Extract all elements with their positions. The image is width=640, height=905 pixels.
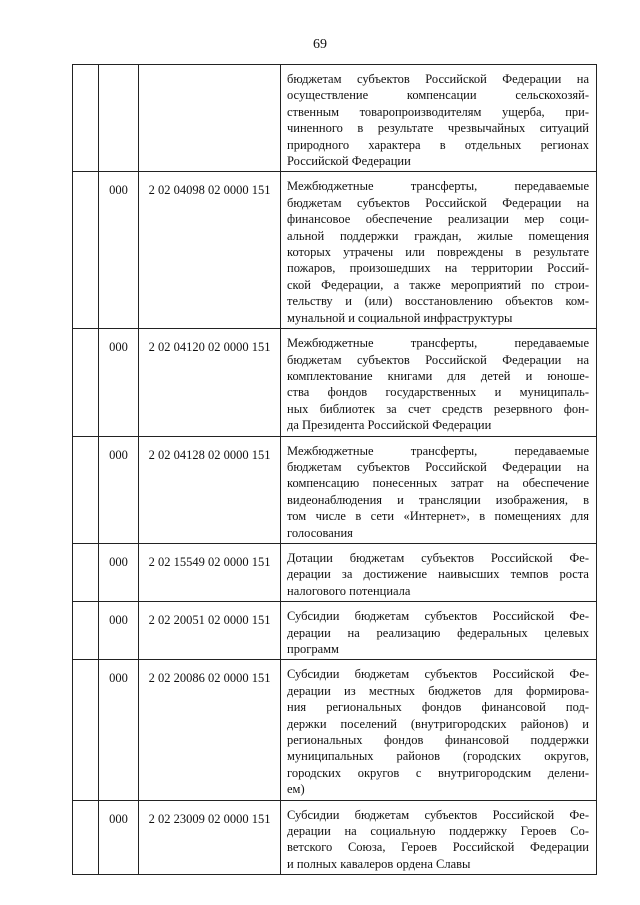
description-line: городских округов с внутригородским делени- [287, 765, 589, 780]
description-line: Субсидии бюджетам субъектов Российской Фе- [287, 807, 589, 822]
table-row [73, 172, 597, 329]
description-line: финансовое обеспечение реализации мер соци- [287, 212, 589, 227]
description-line: налогового потенциала [287, 583, 411, 598]
description-cell [281, 543, 597, 601]
table-row [73, 543, 597, 601]
description-cell [281, 329, 597, 436]
description-cell [281, 65, 597, 172]
description-line: ния региональных фондов финансовой под- [287, 700, 589, 715]
margin-cell [73, 543, 99, 601]
description-line: бюджетам субъектов Российской Федерации на [287, 459, 589, 474]
margin-cell [73, 800, 99, 875]
description-line: альной поддержки граждан, жилые помещения [287, 228, 589, 243]
description-line: Дотации бюджетам субъектов Российской Фе- [287, 550, 589, 565]
admin-code-cell: 000 [99, 660, 139, 800]
description-line: дерации на реализацию федеральных целевых [287, 625, 589, 640]
admin-code-cell: 000 [99, 543, 139, 601]
description-line: голосования [287, 525, 353, 540]
description-line: дерации из местных бюджетов для формирова- [287, 683, 589, 698]
admin-code-cell: 000 [99, 800, 139, 875]
description-line: видеонаблюдения и трансляции изображения, в [287, 492, 589, 507]
budget-code-cell [139, 65, 281, 172]
description-line: ской Федерации, а также мероприятий по строи- [287, 277, 589, 292]
budget-code-cell: 2 02 04120 02 0000 151 [139, 329, 281, 436]
description-cell [281, 172, 597, 329]
table-body [73, 65, 597, 875]
admin-code-cell: 000 [99, 172, 139, 329]
description-line: бюджетам субъектов Российской Федерации на [287, 352, 589, 367]
description-line: Российской Федерации [287, 154, 411, 169]
description-line: бюджетам субъектов Российской Федерации на [287, 195, 589, 210]
description-line: да Президента Российской Федерации [287, 418, 492, 433]
admin-code-cell: 000 [99, 602, 139, 660]
table-row [73, 660, 597, 800]
margin-cell [73, 436, 99, 543]
description-cell [281, 800, 597, 875]
budget-code-cell: 2 02 04098 02 0000 151 [139, 172, 281, 329]
description-line: Межбюджетные трансферты, передаваемые [287, 336, 589, 351]
description-line: дерации на социальную поддержку Героев Со- [287, 824, 589, 839]
page-number: 69 [313, 37, 327, 52]
admin-code-cell: 000 [99, 329, 139, 436]
description-line: ных библиотек за счет средств резервного фон- [287, 401, 589, 416]
description-line: Субсидии бюджетам субъектов Российской Фе- [287, 667, 589, 682]
description-line: комплектование книгами для детей и юноше- [287, 368, 589, 383]
description-line: природного характера в отдельных регионах [287, 137, 589, 152]
description-line: программ [287, 642, 339, 656]
description-line: бюджетам субъектов Российской Федерации на [287, 72, 589, 86]
description-line: муниципальных районов (городских округов, [287, 749, 589, 764]
table-row [73, 65, 597, 172]
margin-cell [73, 660, 99, 800]
table-row [73, 800, 597, 875]
description-line: держки поселений (внутригородских районов) и [287, 716, 589, 731]
table-row [73, 329, 597, 436]
description-line: ства фондов государственных и муниципаль- [287, 385, 589, 400]
budget-code-cell: 2 02 04128 02 0000 151 [139, 436, 281, 543]
table-row [73, 602, 597, 660]
budget-code-cell: 2 02 20086 02 0000 151 [139, 660, 281, 800]
admin-code-cell [99, 65, 139, 172]
description-line: региональных фондов финансовой поддержки [287, 733, 589, 748]
margin-cell [73, 602, 99, 660]
description-line: чиненного в результате чрезвычайных ситуаций [287, 121, 589, 136]
description-line: Межбюджетные трансферты, передаваемые [287, 179, 589, 194]
margin-cell [73, 329, 99, 436]
margin-cell [73, 172, 99, 329]
description-line: осуществление компенсации сельскохозяй- [287, 88, 589, 103]
description-line: ственным товаропроизводителям ущерба, при- [287, 104, 589, 119]
description-line: ветского Союза, Героев Российской Федерации [287, 840, 589, 855]
description-line: том числе в сети «Интернет», в помещениях для [287, 509, 589, 524]
margin-cell [73, 65, 99, 172]
description-line: и полных кавалеров ордена Славы [287, 856, 471, 871]
description-cell [281, 602, 597, 660]
budget-code-cell: 2 02 15549 02 0000 151 [139, 543, 281, 601]
description-line: Субсидии бюджетам субъектов Российской Фе- [287, 609, 589, 624]
admin-code-cell: 000 [99, 436, 139, 543]
description-line: мунальной и социальной инфраструктуры [287, 310, 513, 325]
table-row [73, 436, 597, 543]
description-cell [281, 660, 597, 800]
description-line: которых утрачены или повреждены в результате [287, 245, 589, 260]
budget-codes-table [72, 64, 597, 875]
description-line: компенсацию понесенных затрат на обеспечение [287, 476, 589, 491]
description-line: пожаров, произошедших на территории Россий- [287, 261, 589, 276]
budget-code-cell: 2 02 23009 02 0000 151 [139, 800, 281, 875]
description-line: дерации за достижение наивысших темпов роста [287, 567, 589, 582]
description-line: ем) [287, 782, 305, 797]
description-cell [281, 436, 597, 543]
description-line: Межбюджетные трансферты, передаваемые [287, 443, 589, 458]
description-line: тельству и (или) восстановлению объектов ком- [287, 294, 589, 309]
budget-code-cell: 2 02 20051 02 0000 151 [139, 602, 281, 660]
